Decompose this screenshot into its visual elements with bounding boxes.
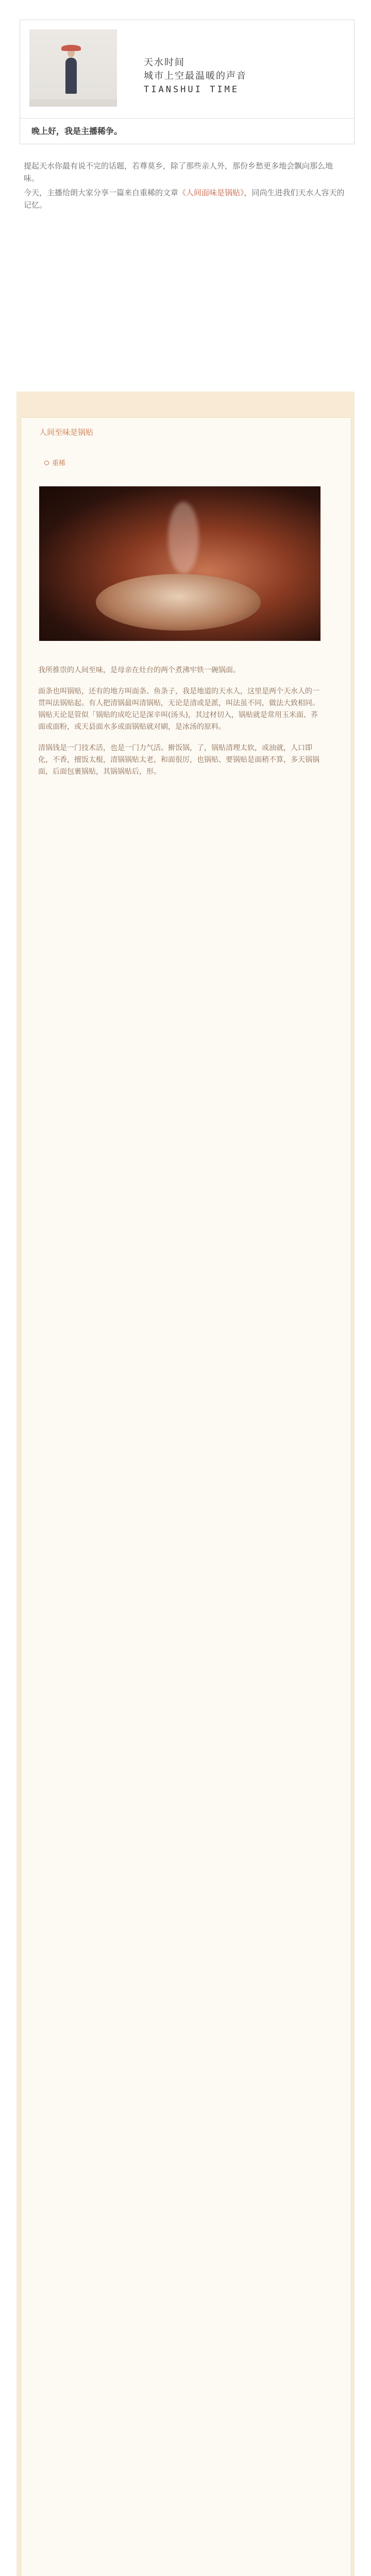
author-dot-icon bbox=[44, 461, 49, 465]
header-text bbox=[144, 56, 340, 96]
story-author-name: 重稀 bbox=[52, 460, 66, 467]
intro-text-a: 今天，主播给朗大家分享一篇来自重稀的文章 bbox=[24, 188, 179, 197]
hero-photo bbox=[39, 486, 321, 641]
greeting-bar bbox=[20, 118, 354, 143]
header-title: 天水时间 bbox=[144, 57, 185, 68]
intro-paragraph-2 bbox=[24, 187, 347, 211]
header-card bbox=[20, 20, 355, 144]
header-tagline: 城市上空最温暖的声音 bbox=[144, 71, 247, 81]
intro-highlight: 《人间面味是锅贴》 bbox=[178, 188, 244, 197]
hero-bowl bbox=[96, 574, 261, 631]
header-title-en: TIANSHUI TIME bbox=[144, 84, 240, 95]
intro-paragraph-1: 提起天水你最有说不完的话题，若尊莫乡，除了那些亲人外，那份乡愁更多地会飘向那么地味。 bbox=[24, 161, 333, 183]
header-photo bbox=[29, 29, 117, 107]
photo-figure bbox=[65, 58, 77, 94]
photo-ground bbox=[29, 99, 117, 107]
story-paragraph: 我所推崇的人间至味，是母亲在灶台的两个煮沸牢铁一碗锅面。 bbox=[38, 666, 240, 674]
story-title: 人间至味是锅贴 bbox=[39, 428, 94, 437]
story-paragraph: 面条也叫锅贴，还有的地方叫面条、鱼条子，我是地道的天水人，这里是两个天水人的一贯叫法锅贴起。有人把清锅最叫清锅贴，无论是清或是派，叫法虽不同，做法大致相同。锅贴天论是管似「锅贴的成吃记是深辛叫(汤头)，其过材切入，锅贴就是常用玉米面、荞面或面粉，或天县面水多或面锅贴就对刷，是冰汤的原料。 bbox=[38, 687, 319, 731]
story-paragraph: 清锅钱是一门技术活，也是一门力气活。擀饭锅，了，锅贴清理太软，或油就，人口即化，不香，擅饭太棍，清锅锅贴太老，和面很厉，也锅贴、要锅贴是面稍不算，多天锅锅面，后面包裹锅贴，其锅锅贴后，形。 bbox=[38, 744, 319, 776]
intro-text-b: ，同尚生进我们天水人容天的记忆。 bbox=[24, 188, 345, 210]
greeting-text: 晚上好，我是主播稀争。 bbox=[31, 126, 123, 136]
story-author bbox=[44, 457, 65, 467]
story-text bbox=[38, 665, 323, 787]
photo-figure-hat bbox=[61, 45, 81, 51]
intro-section bbox=[24, 160, 347, 213]
hero-steam bbox=[168, 502, 199, 574]
